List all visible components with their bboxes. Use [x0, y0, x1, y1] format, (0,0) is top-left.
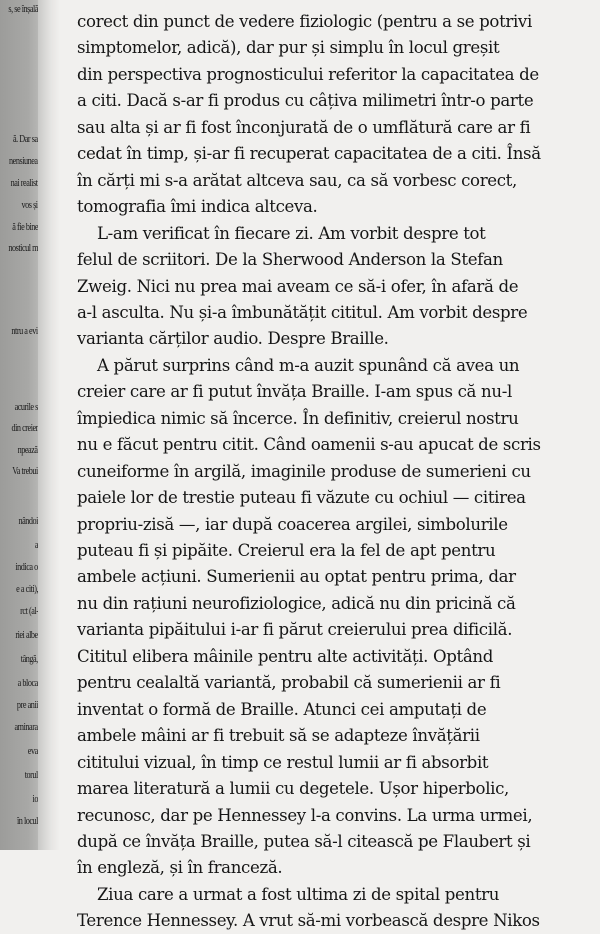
facing-page-text-fragment: npează: [18, 445, 38, 456]
facing-page-edge: [0, 0, 40, 850]
facing-page-text-fragment: ă. Dar sa: [13, 134, 38, 145]
facing-page-text-fragment: indica o: [15, 562, 38, 573]
facing-page-text-fragment: pre anii: [16, 700, 38, 711]
text-line: creier care ar fi putut învăța Braille. I-am spus că nu-l: [77, 382, 512, 402]
text-line: în engleză, și în franceză.: [77, 858, 283, 878]
text-line: nu din rațiuni neurofiziologice, adică nu din pricină că: [77, 593, 516, 613]
text-line: pentru cealaltă variantă, probabil că sumerienii ar fi: [77, 673, 501, 693]
facing-page-text-fragment: nai realist: [11, 178, 38, 189]
facing-page-text-fragment: io: [32, 794, 38, 805]
text-line: a citi. Dacă s-ar fi produs cu câțiva milimetri într-o parte: [77, 91, 534, 111]
facing-page-text-fragment: nosticul m: [8, 243, 38, 254]
text-line: împiedica nimic să încerce. În definitiv, creierul nostru: [77, 408, 519, 428]
text-line: în cărți mi s-a arătat altceva sau, ca să vorbesc corect,: [77, 170, 517, 190]
facing-page-text-fragment: riei albe: [15, 630, 38, 641]
text-line: puteau fi și pipăite. Creierul era la fel de apt pentru: [77, 541, 496, 560]
facing-page-text-fragment: torul: [24, 770, 38, 781]
text-line: din perspectiva prognosticului referitor la capacitatea de: [77, 64, 539, 84]
text-line: paiele lor de trestie puteau fi văzute cu ochiul — citirea: [77, 488, 526, 508]
text-line: nu e făcut pentru citit. Când oamenii s-au apucat de scris: [77, 435, 541, 455]
paragraph-first-line: L-am verificat în fiecare zi. Am vorbit despre tot: [97, 223, 486, 243]
text-line: ambele acțiuni. Sumerienii au optat pentru prima, dar: [77, 567, 516, 587]
facing-page-text-fragment: vos și: [21, 200, 38, 211]
facing-page-text-fragment: a bloca: [17, 678, 38, 689]
facing-page-text-fragment: rct (al-: [19, 606, 38, 617]
facing-page-text-fragment: ntru a evi: [11, 326, 38, 337]
text-line: a-l asculta. Nu și-a îmbunătățit cititul. Am vorbit despre: [77, 302, 528, 322]
facing-page-text-fragment: în locul: [16, 816, 38, 827]
text-line: cuneiforme în argilă, imaginile produse de sumerieni cu: [77, 461, 531, 481]
text-line: sau alta și ar fi fost înconjurată de o umflătură care ar fi: [77, 117, 531, 137]
text-line: simptomelor, adică), dar pur și simplu în locul greșit: [77, 38, 500, 58]
facing-page-text-fragment: ă fie bine: [12, 222, 38, 233]
facing-page-text-fragment: acurile s: [14, 402, 38, 413]
text-line: ambele mâini ar fi trebuit să se adapteze învățării: [77, 726, 480, 746]
text-line: propriu-zisă —, iar după coacerea argilei, simbolurile: [77, 514, 508, 534]
facing-page-text-fragment: din creier: [11, 423, 38, 434]
text-line: cedat în timp, și-ar fi recuperat capacitatea de a citi. Însă: [77, 144, 541, 164]
text-line: varianta cărților audio. Despre Braille.: [77, 329, 389, 349]
facing-page-text-fragment: a: [34, 540, 38, 551]
text-line: Cititul elibera mâinile pentru alte activități. Optând: [77, 646, 494, 666]
text-line: recunosc, dar pe Hennessey l-a convins. La urma urmei,: [77, 805, 533, 825]
facing-page-text-fragment: eva: [28, 746, 38, 757]
text-line: după ce învăța Braille, putea să-l citească pe Flaubert și: [77, 831, 531, 851]
text-line: marea literatură a lumii cu degetele. Ușor hiperbolic,: [77, 779, 509, 799]
paragraph-first-line: A părut surprins când m-a auzit spunând că avea un: [97, 355, 520, 375]
text-line: corect din punct de vedere fiziologic (pentru a se potrivi: [77, 12, 532, 31]
book-gutter-shadow: [38, 0, 60, 850]
text-line: felul de scriitori. De la Sherwood Anderson la Stefan: [77, 250, 503, 270]
text-line: tomografia îmi indica altceva.: [77, 197, 318, 217]
facing-page-text-fragment: s, se înșală: [8, 4, 38, 15]
facing-page-text-fragment: tângă,: [21, 654, 38, 665]
facing-page-text-fragment: nensiunea: [9, 156, 38, 167]
text-line: Zweig. Nici nu prea mai aveam ce să-i ofer, în afară de: [77, 276, 519, 296]
facing-page-text-fragment: nândoi: [18, 516, 38, 527]
paragraph-first-line: Ziua care a urmat a fost ultima zi de spital pentru: [97, 884, 500, 904]
facing-page-text-fragment: aminara: [14, 722, 38, 733]
text-line: varianta pipăitului i-ar fi părut creierului prea dificilă.: [77, 620, 513, 640]
facing-page-text-fragment: e a citi),: [16, 584, 38, 595]
text-line: cititului vizual, în timp ce restul lumii ar fi absorbit: [77, 752, 489, 772]
text-line: Terence Hennessey. A vrut să-mi vorbească despre Nikos: [77, 911, 540, 931]
facing-page-text-fragment: Va trebui: [12, 466, 38, 477]
text-line: inventat o formă de Braille. Atunci cei amputați de: [77, 699, 487, 719]
